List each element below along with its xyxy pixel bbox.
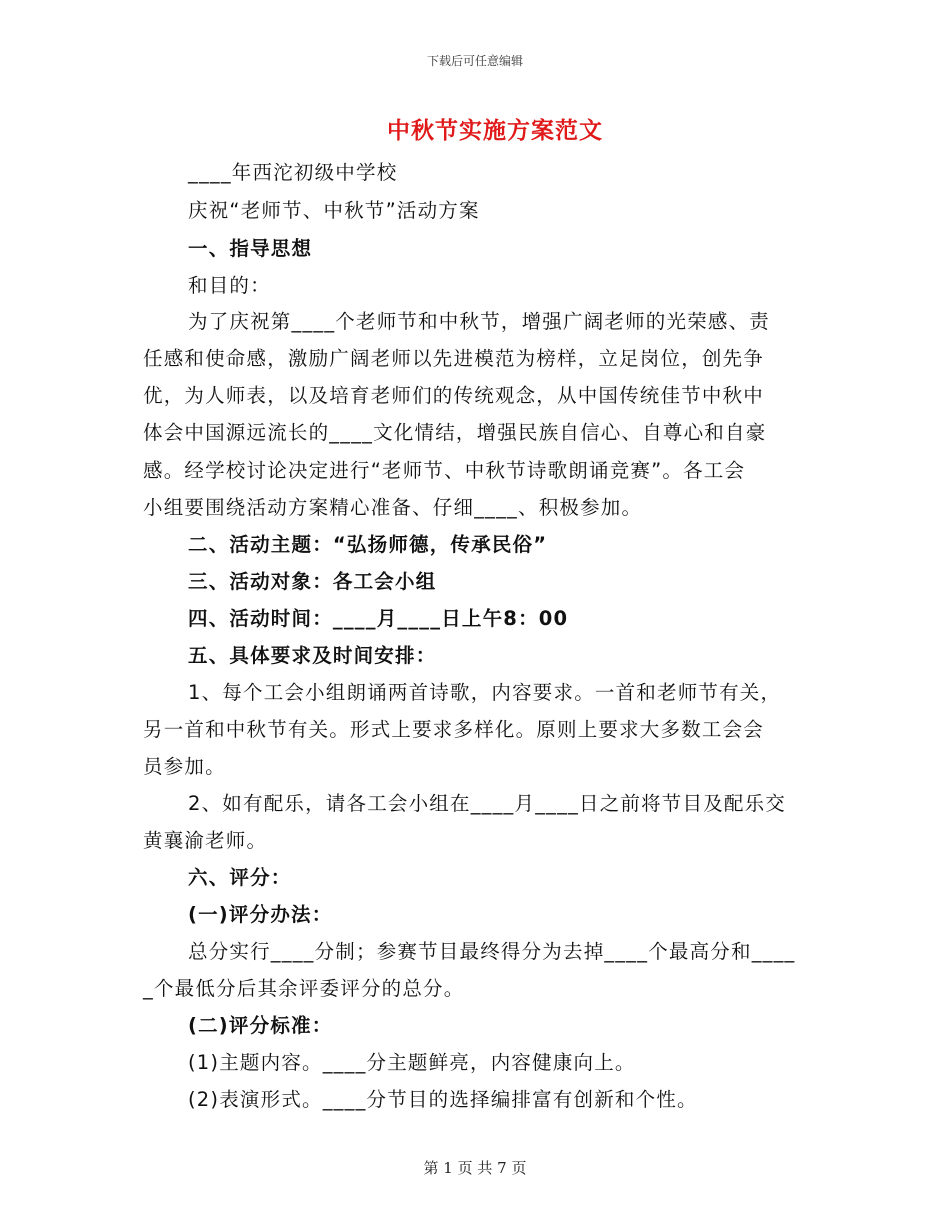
page-footer: 第 1 页 共 7 页: [423, 1159, 527, 1177]
plan-subtitle: 庆祝“老师节、中秋节”活动方案: [188, 199, 480, 222]
paragraph-line: 1、每个工会小组朗诵两首诗歌，内容要求。一首和老师节有关，: [188, 681, 782, 704]
criteria-item-1: (1)主题内容。____分主题鲜亮，内容健康向上。: [188, 1051, 636, 1074]
paragraph-line: 员参加。: [143, 755, 226, 778]
section-heading-1: 一、指导思想: [188, 237, 313, 260]
subsection-heading-2: (二)评分标准：: [188, 1014, 333, 1037]
school-line: ____年西沱初级中学校: [188, 161, 398, 184]
paragraph-line: 和目的：: [188, 274, 271, 297]
section-heading-4: 四、活动时间：____月____日上午8：00: [188, 607, 569, 630]
paragraph-line: 任感和使命感，激励广阔老师以先进模范为榜样，立足岗位，创先争: [143, 347, 765, 370]
paragraph-line: 感。经学校讨论决定进行“老师节、中秋节诗歌朗诵竞赛”。各工会: [143, 459, 746, 482]
paragraph-line: 为了庆祝第____个老师节和中秋节，增强广阔老师的光荣感、责: [188, 310, 771, 333]
paragraph-line: _个最低分后其余评委评分的总分。: [143, 977, 465, 1000]
section-heading-2: 二、活动主题：“弘扬师德，传承民俗”: [188, 533, 548, 556]
subsection-heading-1: (一)评分办法：: [188, 903, 333, 926]
criteria-item-2: (2)表演形式。____分节目的选择编排富有创新和个性。: [188, 1088, 698, 1111]
section-heading-5: 五、具体要求及时间安排：: [188, 644, 437, 667]
paragraph-line: 小组要围绕活动方案精心准备、仔细____、积极参加。: [143, 496, 643, 519]
paragraph-line: 优，为人师表，以及培育老师们的传统观念，从中国传统佳节中秋中: [143, 384, 765, 407]
header-note: 下载后可任意编辑: [426, 54, 523, 68]
paragraph-line: 2、如有配乐，请各工会小组在____月____日之前将节目及配乐交: [188, 792, 787, 815]
section-heading-3: 三、活动对象：各工会小组: [188, 570, 437, 593]
paragraph-line: 总分实行____分制；参赛节目最终得分为去掉____个最高分和____: [188, 940, 796, 963]
paragraph-line: 另一首和中秋节有关。形式上要求多样化。原则上要求大多数工会会: [143, 718, 765, 741]
paragraph-line: 黄襄渝老师。: [143, 829, 268, 852]
section-heading-6: 六、评分：: [188, 866, 292, 889]
paragraph-line: 体会中国源远流长的____文化情结，增强民族自信心、自尊心和自豪: [143, 421, 767, 444]
document-title: 中秋节实施方案范文: [387, 118, 603, 144]
